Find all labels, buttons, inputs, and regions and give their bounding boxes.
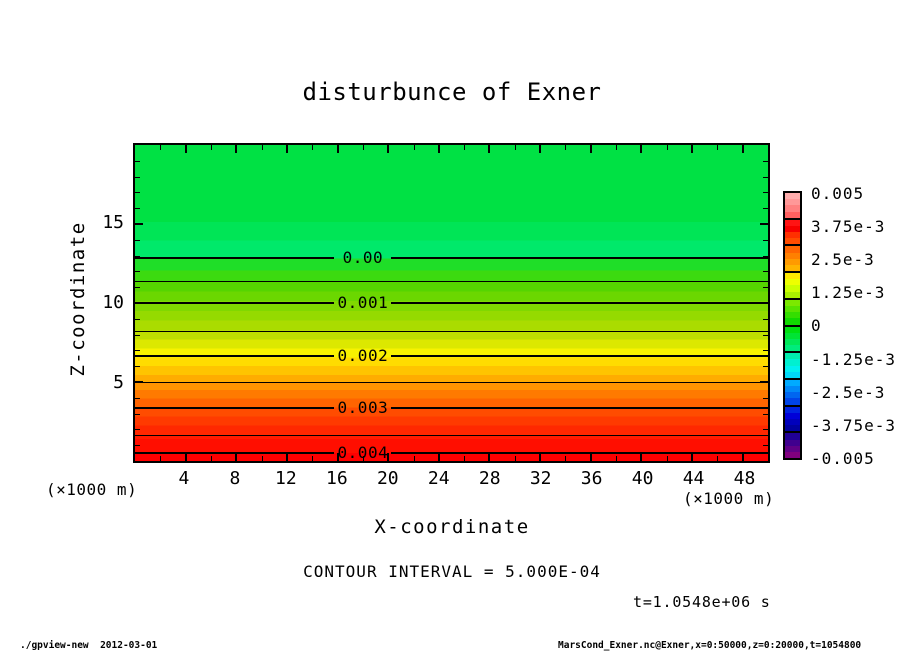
- z-minor-tick: [763, 429, 768, 430]
- x-minor-tick: [262, 456, 263, 461]
- z-minor-tick: [135, 398, 140, 399]
- x-major-tick: [438, 145, 440, 153]
- contour-line-segment: [135, 257, 334, 259]
- x-minor-tick: [464, 456, 465, 461]
- z-minor-tick: [763, 177, 768, 178]
- colorbar-tick-label: -3.75e-3: [811, 415, 897, 435]
- x-minor-tick: [160, 456, 161, 461]
- colorbar: [783, 191, 802, 460]
- x-minor-tick: [464, 145, 465, 150]
- x-tick-label: 4: [178, 468, 190, 489]
- x-major-tick: [691, 453, 693, 461]
- z-minor-tick: [135, 319, 140, 320]
- x-major-tick: [640, 145, 642, 153]
- x-minor-tick: [515, 145, 516, 150]
- x-major-tick: [691, 145, 693, 153]
- colorbar-tick-label: -2.5e-3: [811, 382, 886, 402]
- contour-line-segment: [391, 407, 768, 409]
- x-major-tick: [235, 453, 237, 461]
- contour-line-segment: [391, 302, 768, 304]
- x-minor-tick: [262, 145, 263, 150]
- x-minor-tick: [667, 145, 668, 150]
- z-minor-tick: [135, 335, 140, 336]
- x-major-tick: [590, 145, 592, 153]
- x-minor-tick: [211, 456, 212, 461]
- colorbar-cell: [785, 273, 800, 300]
- z-minor-tick: [135, 445, 140, 446]
- colorbar-stripe: [785, 238, 800, 244]
- colorbar-tick-label: 2.5e-3: [811, 250, 875, 270]
- plot-title: disturbunce of Exner: [302, 78, 602, 106]
- z-minor-tick: [135, 256, 140, 257]
- x-major-tick: [337, 145, 339, 153]
- x-minor-tick: [312, 456, 313, 461]
- z-minor-tick: [763, 319, 768, 320]
- x-minor-tick: [160, 145, 161, 150]
- x-minor-tick: [717, 456, 718, 461]
- footer-command-text: ./gpview-new 2012-03-01: [20, 640, 158, 651]
- x-major-tick: [539, 453, 541, 461]
- time-annotation: t=1.0548e+06 s: [633, 593, 771, 611]
- z-tick-label: 10: [102, 292, 124, 313]
- z-minor-tick: [135, 240, 140, 241]
- x-tick-label: 48: [733, 468, 756, 489]
- x-axis-label: X-coordinate: [374, 516, 530, 538]
- x-major-tick: [286, 145, 288, 153]
- contour-line-segment: [135, 407, 334, 409]
- z-major-tick: [135, 223, 143, 225]
- z-minor-tick: [135, 414, 140, 415]
- colorbar-tick-label: -1.25e-3: [811, 349, 897, 369]
- z-minor-tick: [763, 350, 768, 351]
- z-minor-tick: [763, 161, 768, 162]
- z-minor-tick: [135, 192, 140, 193]
- colorbar-stripe: [785, 345, 800, 351]
- z-minor-tick: [763, 271, 768, 272]
- contour-line: [135, 331, 768, 332]
- contour-label: 0.00: [342, 248, 384, 268]
- x-tick-label: 8: [229, 468, 241, 489]
- colorbar-stripe: [785, 398, 800, 404]
- x-minor-tick: [565, 456, 566, 461]
- z-axis-unit: (×1000 m): [46, 480, 138, 499]
- x-major-tick: [438, 453, 440, 461]
- colorbar-cell: [785, 220, 800, 247]
- x-major-tick: [488, 145, 490, 153]
- contour-interval-text: CONTOUR INTERVAL = 5.000E-04: [303, 562, 601, 581]
- contour-line-segment: [135, 355, 334, 357]
- colorbar-tick-label: 1.25e-3: [811, 283, 886, 303]
- z-minor-tick: [763, 287, 768, 288]
- z-minor-tick: [135, 366, 140, 367]
- colorbar-cell: [785, 433, 800, 458]
- z-tick-label: 5: [113, 372, 124, 393]
- x-minor-tick: [717, 145, 718, 150]
- x-major-tick: [539, 145, 541, 153]
- x-major-tick: [640, 453, 642, 461]
- x-tick-label: 16: [325, 468, 348, 489]
- colorbar-stripe: [785, 212, 800, 218]
- z-minor-tick: [135, 350, 140, 351]
- x-minor-tick: [414, 145, 415, 150]
- contour-line-segment: [135, 302, 334, 304]
- x-major-tick: [235, 145, 237, 153]
- z-minor-tick: [135, 429, 140, 430]
- colorbar-cell: [785, 380, 800, 407]
- x-minor-tick: [565, 145, 566, 150]
- x-tick-label: 12: [275, 468, 297, 489]
- z-minor-tick: [763, 335, 768, 336]
- contour-line-segment: [391, 257, 768, 259]
- x-minor-tick: [211, 145, 212, 150]
- colorbar-tick-label: 0: [811, 316, 822, 336]
- colorbar-stripe: [785, 452, 800, 458]
- x-major-tick: [185, 453, 187, 461]
- colorbar-cell: [785, 193, 800, 220]
- x-major-tick: [488, 453, 490, 461]
- z-minor-tick: [135, 287, 140, 288]
- x-major-tick: [387, 145, 389, 153]
- z-tick-label: 15: [102, 212, 124, 233]
- contour-label: 0.002: [337, 345, 389, 365]
- z-axis-label: Z-coordinate: [67, 221, 89, 377]
- x-minor-tick: [667, 456, 668, 461]
- z-minor-tick: [763, 256, 768, 257]
- plot-area: [133, 143, 770, 463]
- colorbar-stripe: [785, 372, 800, 378]
- x-major-tick: [742, 453, 744, 461]
- x-tick-label: 20: [376, 468, 399, 489]
- x-minor-tick: [616, 456, 617, 461]
- z-minor-tick: [135, 161, 140, 162]
- x-tick-label: 32: [529, 468, 552, 489]
- x-major-tick: [286, 453, 288, 461]
- z-minor-tick: [135, 208, 140, 209]
- contour-line: [135, 281, 768, 282]
- x-tick-label: 36: [580, 468, 603, 489]
- z-minor-tick: [763, 445, 768, 446]
- x-axis-unit: (×1000 m): [683, 489, 775, 508]
- contour-label: 0.001: [337, 293, 389, 312]
- x-tick-label: 28: [478, 468, 501, 489]
- x-minor-tick: [363, 145, 364, 150]
- contour-line-segment: [391, 355, 768, 357]
- z-minor-tick: [135, 177, 140, 178]
- x-major-tick: [185, 145, 187, 153]
- z-minor-tick: [763, 414, 768, 415]
- footer-source-text: MarsCond_Exner.nc@Exner,x=0:50000,z=0:20000,t=1054800: [558, 640, 862, 651]
- colorbar-tick-label: 3.75e-3: [811, 217, 886, 237]
- x-tick-label: 24: [427, 468, 450, 489]
- contour-line-segment: [391, 452, 768, 454]
- colorbar-stripe: [785, 318, 800, 324]
- z-minor-tick: [763, 192, 768, 193]
- contour-label: 0.003: [337, 397, 389, 417]
- z-major-tick: [760, 223, 768, 225]
- colorbar-cell: [785, 246, 800, 273]
- x-major-tick: [742, 145, 744, 153]
- colorbar-cell: [785, 300, 800, 327]
- z-minor-tick: [763, 398, 768, 399]
- colorbar-tick-label: 0.005: [811, 184, 865, 203]
- z-minor-tick: [763, 366, 768, 367]
- contour-label: 0.004: [337, 443, 389, 463]
- colorbar-cell: [785, 353, 800, 380]
- colorbar-stripe: [785, 265, 800, 271]
- x-tick-label: 40: [631, 468, 654, 489]
- colorbar-stripe: [785, 292, 800, 298]
- x-minor-tick: [312, 145, 313, 150]
- x-major-tick: [590, 453, 592, 461]
- z-minor-tick: [763, 208, 768, 209]
- x-tick-label: 44: [682, 468, 705, 489]
- colorbar-stripe: [785, 425, 800, 431]
- z-minor-tick: [135, 271, 140, 272]
- x-minor-tick: [616, 145, 617, 150]
- x-minor-tick: [414, 456, 415, 461]
- z-minor-tick: [763, 240, 768, 241]
- contour-line-segment: [135, 452, 334, 454]
- colorbar-cell: [785, 407, 800, 434]
- contour-line: [135, 382, 768, 383]
- colorbar-tick-label: -0.005: [811, 448, 875, 468]
- colorbar-cell: [785, 327, 800, 354]
- contour-line: [135, 435, 768, 436]
- x-minor-tick: [515, 456, 516, 461]
